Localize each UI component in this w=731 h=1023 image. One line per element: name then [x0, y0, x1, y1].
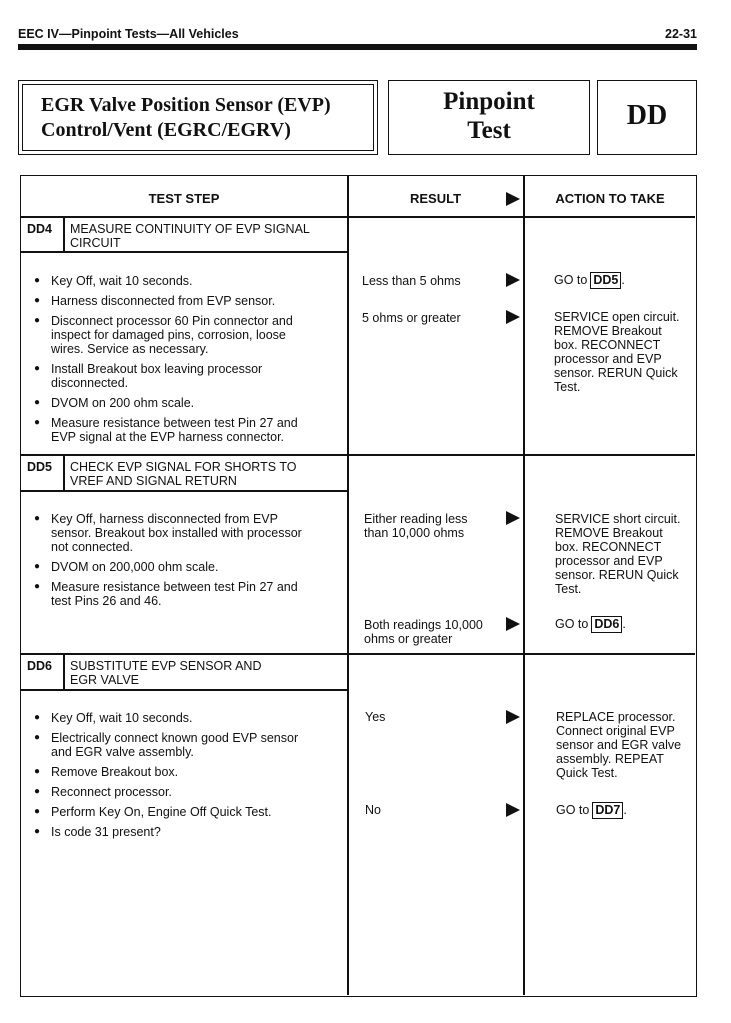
- page-number: 22-31: [665, 27, 697, 41]
- list-item: ● Key Off, wait 10 seconds.: [33, 711, 343, 725]
- test-code: DD: [626, 100, 668, 131]
- step-bullets-dd4: [33, 274, 343, 450]
- arrow-icon: [506, 803, 520, 817]
- arrow-icon: [506, 511, 520, 525]
- test-title: [41, 93, 331, 143]
- col-header-test-step: TEST STEP: [148, 191, 220, 206]
- col-header-result: RESULT: [409, 191, 462, 206]
- list-item: ● Remove Breakout box.: [33, 765, 343, 779]
- list-item: ● Harness disconnected from EVP sensor.: [33, 294, 343, 308]
- goto-dd7-link[interactable]: DD7: [592, 802, 623, 819]
- goto-dd6-link[interactable]: DD6: [591, 616, 622, 633]
- step-bullets-dd5: [33, 512, 343, 614]
- list-item: ● Key Off, wait 10 seconds.: [33, 274, 343, 288]
- step-title-dd5: [70, 460, 296, 488]
- dd6-title-divider: [21, 689, 348, 691]
- step-title-line: SUBSTITUTE EVP SENSOR AND: [70, 659, 262, 673]
- test-title-box: [18, 80, 378, 155]
- step-label-dd5: DD5: [27, 460, 53, 474]
- list-item: ● Key Off, harness disconnected from EVP sensor. Breakout box installed with processor not connected.: [33, 512, 343, 554]
- page-header-section: EEC IV—Pinpoint Tests—All Vehicles: [18, 27, 239, 41]
- list-item: ● Measure resistance between test Pin 27 and test Pins 26 and 46.: [33, 580, 343, 608]
- pinpoint-line1: Pinpoint: [443, 88, 535, 115]
- step-title-dd6: [70, 659, 261, 687]
- dd5-label-divider: [63, 455, 65, 491]
- pinpoint-test-box: [388, 80, 590, 155]
- arrow-icon: [506, 710, 520, 724]
- result-dd4-2: 5 ohms or greater: [362, 311, 461, 325]
- list-item: ● DVOM on 200,000 ohm scale.: [33, 560, 343, 574]
- dd5-bottom-divider: [21, 653, 695, 655]
- list-item: ● DVOM on 200 ohm scale.: [33, 396, 343, 410]
- test-code-box: [597, 80, 697, 155]
- action-dd6-2: GO to DD7 .: [556, 803, 627, 817]
- step-title-line: EGR VALVE: [70, 673, 140, 687]
- arrow-icon: [506, 617, 520, 631]
- pinpoint-test-label: [389, 87, 589, 145]
- arrow-icon: [506, 192, 520, 206]
- test-title-line2: Control/Vent (EGRC/EGRV): [41, 119, 291, 141]
- result-dd6-2: No: [365, 803, 381, 817]
- list-item: ● Perform Key On, Engine Off Quick Test.: [33, 805, 343, 819]
- pinpoint-line2: Test: [467, 117, 511, 144]
- dd4-title-divider: [21, 251, 348, 253]
- step-title-dd4: [70, 222, 310, 250]
- list-item: ● Electrically connect known good EVP sensor and EGR valve assembly.: [33, 731, 343, 759]
- action-dd5-1: SERVICE short circuit. REMOVE Breakout box. RECONNECT processor and EVP sensor. RERUN Quick Test.: [555, 512, 681, 596]
- action-dd5-2: GO to DD6 .: [555, 617, 626, 631]
- step-bullets-dd6: [33, 711, 343, 845]
- action-dd4-2: SERVICE open circuit. REMOVE Breakout box. RECONNECT processor and EVP sensor. RERUN Quick Test.: [554, 310, 680, 394]
- action-dd4-1: GO to DD5 .: [554, 273, 625, 287]
- list-item: ● Measure resistance between test Pin 27 and EVP signal at the EVP harness connector.: [33, 416, 343, 444]
- list-item: ● Install Breakout box leaving processor disconnected.: [33, 362, 343, 390]
- step-title-line: CHECK EVP SIGNAL FOR SHORTS TO: [70, 460, 297, 474]
- list-item: ● Reconnect processor.: [33, 785, 343, 799]
- step-label-dd4: DD4: [27, 222, 53, 236]
- arrow-icon: [506, 273, 520, 287]
- result-dd6-1: Yes: [365, 710, 386, 724]
- col-divider-step: [347, 176, 349, 995]
- result-dd5-2: Both readings 10,000 ohms or greater: [364, 618, 483, 646]
- dd6-label-divider: [63, 654, 65, 690]
- list-item: ● Disconnect processor 60 Pin connector and inspect for damaged pins, corrosion, loose wires. Service as necessary.: [33, 314, 343, 356]
- result-dd4-1: Less than 5 ohms: [362, 274, 461, 288]
- header-divider: [21, 216, 695, 218]
- arrow-icon: [506, 310, 520, 324]
- step-title-line: CIRCUIT: [70, 236, 121, 250]
- step-title-line: MEASURE CONTINUITY OF EVP SIGNAL: [70, 222, 310, 236]
- dd5-title-divider: [21, 490, 348, 492]
- col-header-action: ACTION TO TAKE: [555, 191, 665, 206]
- step-title-line: VREF AND SIGNAL RETURN: [70, 474, 237, 488]
- goto-dd5-link[interactable]: DD5: [590, 272, 621, 289]
- col-divider-result: [523, 176, 525, 995]
- pinpoint-table: [20, 175, 697, 997]
- list-item: ● Is code 31 present?: [33, 825, 343, 839]
- result-dd5-1: Either reading less than 10,000 ohms: [364, 512, 468, 540]
- step-label-dd6: DD6: [27, 659, 53, 673]
- dd4-bottom-divider: [21, 454, 695, 456]
- test-title-line1: EGR Valve Position Sensor (EVP): [41, 94, 331, 116]
- dd4-label-divider: [63, 217, 65, 252]
- header-rule: [18, 44, 697, 50]
- action-dd6-1: REPLACE processor. Connect original EVP sensor and EGR valve assembly. REPEAT Quick Test.: [556, 710, 682, 780]
